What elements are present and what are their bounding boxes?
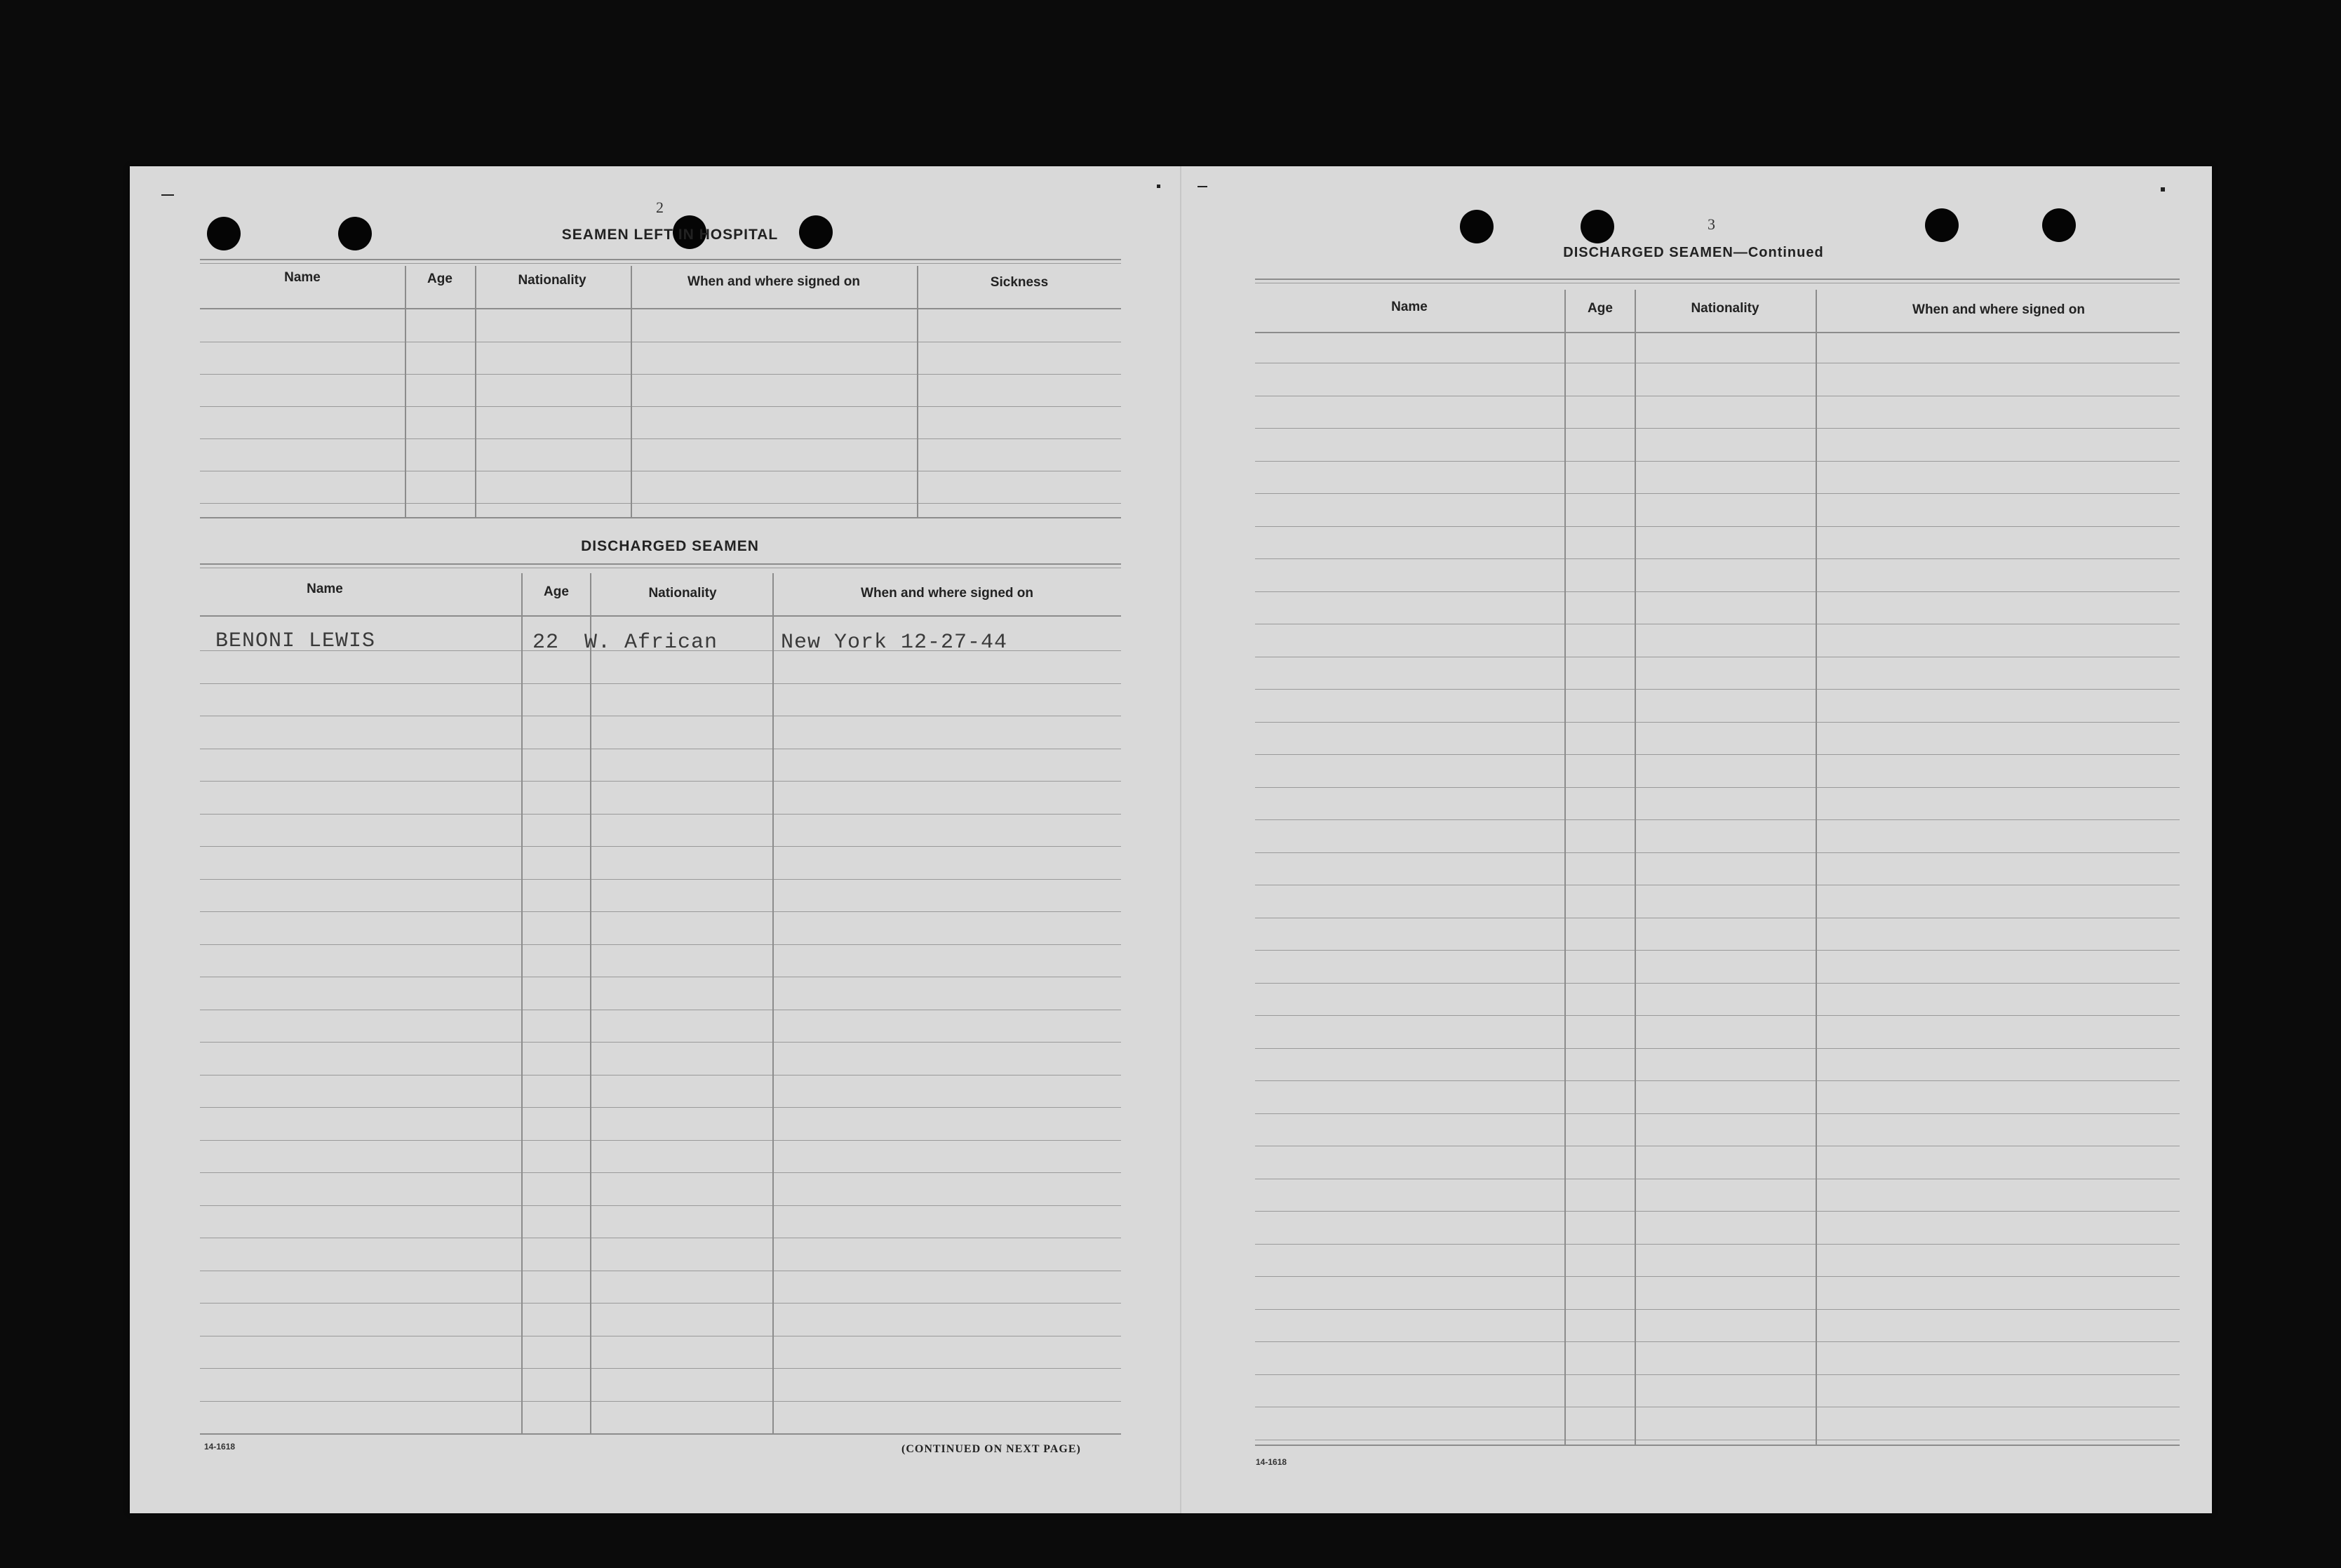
table-row-line [200, 944, 1121, 945]
table-column-line [1564, 290, 1566, 1445]
table-row-line [1255, 526, 2180, 527]
left-page [130, 166, 1180, 1513]
table-column-line [772, 573, 774, 1433]
table-bottom-rule [1255, 1445, 2180, 1446]
table-row-line [200, 1303, 1121, 1304]
table-column-line [1816, 290, 1817, 1445]
table-row-line [200, 846, 1121, 847]
seaman-signed-on: New York 12-27-44 [781, 631, 1008, 655]
hospital-section-title: SEAMEN LEFT IN HOSPITAL [561, 227, 779, 243]
table-row-line [200, 438, 1121, 439]
table-row-line [1255, 1113, 2180, 1114]
column-header-signed-on: When and where signed on [687, 274, 860, 289]
right-page [1181, 166, 2212, 1513]
discharged-section-title: DISCHARGED SEAMEN [581, 538, 759, 554]
table-column-line [405, 266, 406, 517]
table-row-line [200, 1042, 1121, 1043]
table-row-line [1255, 1374, 2180, 1375]
seaman-name: BENONI LEWIS [215, 629, 376, 653]
column-header-nationality: Nationality [518, 273, 586, 288]
column-header-signed-on: When and where signed on [861, 586, 1033, 601]
table-row-line [1255, 428, 2180, 429]
form-number: 14-1618 [1256, 1457, 1287, 1467]
continued-footer: (CONTINUED ON NEXT PAGE) [901, 1443, 1081, 1455]
table-row-line [1255, 1244, 2180, 1245]
table-row-line [1255, 1048, 2180, 1049]
table-row-line [1255, 493, 2180, 494]
table-row-line [200, 814, 1121, 815]
table-column-line [631, 266, 632, 517]
table-bottom-rule [200, 1433, 1121, 1435]
table-row-line [200, 406, 1121, 407]
table-column-line [590, 573, 591, 1433]
table-column-line [521, 573, 523, 1433]
column-header-nationality: Nationality [648, 586, 717, 601]
table-row-line [1255, 1341, 2180, 1342]
table-row-line [1255, 819, 2180, 820]
page-number: 2 [656, 199, 664, 216]
table-row-line [200, 1401, 1121, 1402]
table-row-line [1255, 461, 2180, 462]
form-number: 14-1618 [204, 1442, 236, 1452]
table-column-line [475, 266, 476, 517]
table-header-rule [1255, 332, 2180, 333]
column-header-signed-on: When and where signed on [1912, 302, 2085, 317]
column-header-name: Name [1391, 300, 1428, 314]
table-column-line [917, 266, 918, 517]
table-row-line [1255, 983, 2180, 984]
column-header-age: Age [1588, 301, 1613, 316]
table-row-line [1255, 1276, 2180, 1277]
table-row-line [200, 1172, 1121, 1173]
table-row-line [200, 374, 1121, 375]
seaman-age: 22 [532, 631, 560, 655]
page-number: 3 [1708, 215, 1715, 233]
column-header-sickness: Sickness [990, 275, 1049, 290]
table-row-line [1255, 1309, 2180, 1310]
table-row-line [200, 879, 1121, 880]
seaman-nationality: W. African [584, 631, 718, 655]
table-row-line [200, 1205, 1121, 1206]
table-row-line [200, 1368, 1121, 1369]
table-row-line [200, 503, 1121, 504]
table-row-line [1255, 950, 2180, 951]
document-sheet [130, 166, 2212, 1513]
table-row-line [200, 781, 1121, 782]
table-row-line [1255, 558, 2180, 559]
table-row-line [1255, 1015, 2180, 1016]
table-header-rule [200, 615, 1121, 617]
column-header-name: Name [284, 270, 321, 285]
table-row-line [200, 1107, 1121, 1108]
table-header-rule [200, 308, 1121, 309]
table-row-line [1255, 1211, 2180, 1212]
table-row-line [200, 1140, 1121, 1141]
table-bottom-rule [200, 517, 1121, 518]
table-row-line [200, 683, 1121, 684]
discharged-continued-title: DISCHARGED SEAMEN—Continued [1563, 245, 1824, 260]
column-header-nationality: Nationality [1691, 301, 1759, 316]
table-row-line [1255, 689, 2180, 690]
table-row-line [1255, 1080, 2180, 1081]
table-row-line [1255, 591, 2180, 592]
table-row-line [200, 1075, 1121, 1076]
table-row-line [1255, 852, 2180, 853]
column-header-name: Name [307, 582, 343, 596]
column-header-age: Age [544, 584, 569, 599]
column-header-age: Age [427, 272, 452, 286]
table-row-line [1255, 787, 2180, 788]
table-column-line [1635, 290, 1636, 1445]
table-row-line [1255, 722, 2180, 723]
table-row-line [1255, 754, 2180, 755]
table-row-line [200, 911, 1121, 912]
